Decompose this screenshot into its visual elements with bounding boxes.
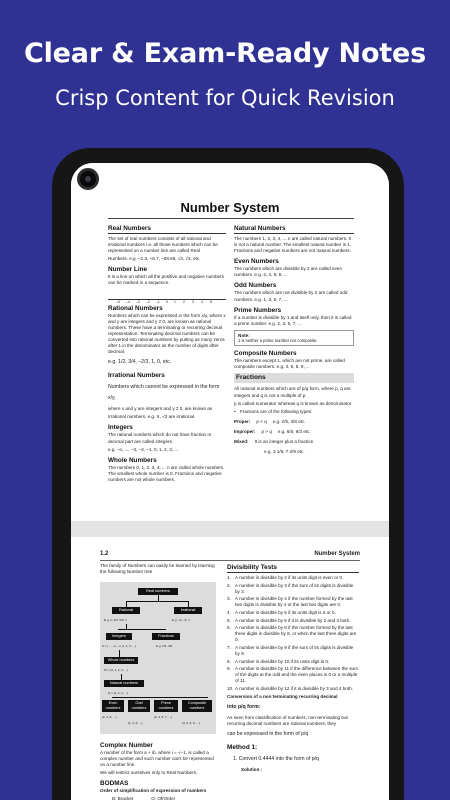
tick-label: –2 — [146, 300, 150, 305]
irrational-text: Numbers which cannot be expressed in the form x/y, — [108, 384, 220, 402]
even-example: {2, 4, 6, ...} — [102, 715, 117, 719]
heading-rational-numbers: Rational Numbers — [108, 304, 163, 312]
real-numbers-text: The set of real numbers consists of all rational and irrational numbers i.e. all those numbers which can be represented on a number line are called Real — [108, 236, 218, 254]
front-camera-icon — [77, 168, 99, 190]
tree-intro: The family of Numbers can easily be learned by learning the following Number tree — [100, 563, 215, 575]
fraction-improper-row — [234, 429, 354, 435]
hero-title: Clear & Exam-Ready Notes — [24, 38, 426, 69]
list-item: A number is divisible by 3 if the sum of its digits is divisible by 3. — [235, 582, 354, 594]
list-item: A number is divisible by 11 if the difference between the sum of the digits at the odd and the even places is 0 or a multiple of 11. — [235, 666, 358, 684]
integers-text: The rational numbers which do not have fraction or decimal part are called integers. — [108, 432, 212, 444]
tree-node-prime: Prime numbers — [154, 700, 178, 712]
fractions-example: E.g. 2/3, 4/5 — [156, 644, 173, 648]
document-page-1[interactable] — [71, 163, 389, 521]
list-item: A number is divisible by 6 if it is divisible by 2 and 3 both. — [235, 617, 351, 623]
list-item: A number is divisible by 12 if it is divisible by 3 and 4 both. — [235, 686, 353, 691]
tree-node-whole: Whole numbers — [104, 657, 138, 664]
irrational-text-2: where x and y are integers and y ≠ 0, are known as — [108, 406, 213, 412]
tick-label: –4 — [126, 300, 130, 305]
left-column — [108, 224, 226, 485]
tree-connector — [126, 601, 188, 602]
irrational-example: E.g. √2, √3, π — [172, 618, 191, 622]
hero-subtitle: Crisp Content for Quick Revision — [55, 86, 395, 110]
improper-condition: p > q — [261, 428, 272, 434]
composite-example: {4, 6, 8, 9, ...} — [182, 721, 200, 725]
heading-complex-number: Complex Number — [100, 742, 153, 749]
tick-label: 2 — [183, 300, 185, 305]
tree-node-composite: Composite numbers — [182, 700, 212, 712]
conversion-text-2: can be expressed in the form of p/q — [227, 731, 309, 738]
complex-text-2: We will restrict ourselves only to Real Numbers. — [100, 770, 198, 776]
list-item: A number is divisible by 2 if its units digit is even or 0. — [235, 575, 344, 580]
fraction-mixed-row — [234, 439, 354, 445]
tick-label: –3 — [136, 300, 140, 305]
heading-whole-numbers: Whole Numbers — [108, 456, 157, 464]
bodmas-b: B: Bracket — [112, 796, 134, 800]
document-page-2[interactable] — [71, 537, 389, 800]
phone-screen[interactable] — [71, 163, 389, 800]
tick-label: 5 — [210, 300, 212, 305]
complex-section — [100, 738, 216, 800]
method-step: 1. Convert 0.4444 into the form of p/q — [233, 756, 319, 763]
mixed-label: Mixed: — [234, 439, 249, 444]
real-numbers-example: Numbers. e.g. –1.3, +6.7, –58.69, √2, √3, etc. — [108, 256, 201, 262]
tree-node-fractions: Fractions — [152, 633, 180, 640]
prime-numbers-text: If a number is divisible by 1 and itself only, then it is called a prime number. e.g. 2, 3, 5, 7, ... — [234, 314, 352, 326]
improper-example: e.g. 6/5, 8/3 etc. — [277, 428, 311, 434]
number-line-text: It is a line on which all the positive and negative numbers can be marked in a sequence. — [108, 274, 224, 286]
fraction-proper-row — [234, 419, 354, 425]
heading-even-numbers: Even Numbers — [234, 258, 279, 266]
complex-text: A number of the form a + ib, where i = √–1, is called a complex number and such number can't be represented on a number line. — [100, 750, 214, 768]
natural-numbers-text: The numbers 1, 2, 3, 4, ... n are called natural numbers. 0 is not a natural number. The smallest natural number is 1. Fractions and negative numbers are not natural numbers. — [234, 236, 352, 254]
tree-connector — [118, 629, 166, 630]
natural-example: N = {1, 2, 3, ...} — [108, 691, 129, 695]
heading-conversion: Conversion of a non terminating recurring decimal — [227, 694, 338, 700]
heading-fractions: Fractions — [234, 373, 354, 383]
odd-numbers-text: The numbers which are not divisible by 2 are called odd numbers. e.g. 1, 3, 5, 7, ... — [234, 290, 348, 302]
proper-example: e.g. 2/5, 3/8 etc. — [272, 418, 306, 424]
heading-natural-numbers: Natural Numbers — [234, 224, 354, 234]
chapter-number: 1.2 — [100, 551, 109, 557]
tick-label: 1 — [174, 300, 176, 305]
heading-number-line: Number Line — [108, 266, 148, 274]
list-item: A number is divisible by 4 if the number formed by the last two digits is divisible by 4 or the last two digits are 0. — [235, 596, 353, 608]
note-text: 1 is neither a prime number nor composite. — [238, 338, 318, 344]
tree-node-integers: Integers — [106, 633, 132, 640]
tick-label: 4 — [201, 300, 203, 305]
prime-example: {2, 3, 5, 7, ...} — [154, 715, 172, 719]
tree-connector — [119, 650, 120, 657]
heading-odd-numbers: Odd Numbers — [234, 282, 277, 290]
whole-example: W = {0, 1, 2, 3, ...} — [104, 668, 129, 672]
proper-label: Proper: — [234, 418, 251, 424]
number-line-figure — [108, 290, 226, 305]
title-divider — [108, 218, 354, 219]
composite-numbers-text: The numbers except 1, which are not prime, are called composite numbers. e.g. 4, 6, 8, 9, ... — [234, 358, 345, 370]
right-column-page-2 — [227, 563, 359, 775]
list-item: A number is divisible by 10 if its units digit is 0. — [235, 658, 330, 664]
page-title: Number System — [180, 200, 280, 215]
bodmas-row — [100, 796, 216, 800]
heading-divisibility-tests: Divisibility Tests — [227, 563, 359, 573]
tick-label: 3 — [192, 300, 194, 305]
note-label: Note: — [238, 332, 250, 338]
heading-real-numbers: Real Numbers — [108, 224, 226, 234]
tree-node-rational: Rational — [112, 607, 140, 614]
tree-node-natural: Natural numbers — [104, 680, 144, 687]
divisibility-list — [227, 575, 359, 692]
right-column — [234, 224, 354, 455]
list-item: A number is divisible by 8 if the number formed by the last three digits is divisible by 8, or when the last three digits are 0. — [235, 625, 357, 643]
fractions-text: All rational numbers which are of p/q form, where p, q are integers and q is not a multiple of p. — [234, 386, 351, 398]
heading-composite-numbers: Composite Numbers — [234, 350, 297, 358]
tick-label: –5 — [116, 300, 120, 305]
note-box — [234, 330, 354, 346]
improper-label: Improper: — [234, 428, 256, 434]
solution-label: Solution : — [241, 767, 263, 773]
rational-example: E.g. 1, 2/3, 5/3, 7 — [104, 618, 127, 622]
even-numbers-text: The numbers which are divisible by 2 are called even numbers. e.g. 2, 4, 6, 8, ... — [234, 266, 343, 278]
fractions-types-bullet: • Fractions are of the following types: — [234, 409, 354, 415]
rational-numbers-text: Numbers which can be expressed in the form x/y, where x and y are integers and y ≠ 0, are known as rational numbers. These have a terminating or recurring decimal representation. Terminating decimal numbers can be converted into rational numbers by putting as many zeros after 1 in the denominator as the number of digits after decimal. — [108, 312, 226, 355]
number-tree-diagram — [100, 582, 216, 734]
mixed-text: It is an integer plus a fraction — [254, 439, 314, 444]
tree-connector — [112, 697, 208, 698]
integers-example: e.g. –n, ..., –3, –2, –1, 0, 1, 2, 3, ... — [108, 446, 179, 452]
tick-label: –1 — [156, 300, 160, 305]
odd-example: {1, 3, 5, ...} — [128, 721, 143, 725]
page-header — [100, 551, 360, 557]
list-item: A number is divisible by 9 if the sum of its digits is divisible by 9. — [235, 644, 354, 657]
irrational-example: Irrational numbers. e.g. π, √3 are irrational. — [108, 414, 196, 420]
bodmas-o: O: Of/Order — [151, 796, 176, 800]
tick-label: 0 — [166, 300, 168, 305]
heading-method-1: Method 1: — [227, 744, 258, 752]
heading-irrational-numbers: Irrational Numbers — [108, 372, 165, 380]
bodmas-subtitle: Order of simplification of expression of numbers — [100, 788, 207, 794]
heading-bodmas: BODMAS — [100, 780, 129, 788]
proper-condition: p < q — [256, 418, 267, 424]
chapter-title: Number System — [314, 551, 360, 557]
tree-node-even: Even numbers — [102, 700, 124, 712]
tree-node-odd: Odd numbers — [128, 700, 150, 712]
fractions-text-2: p is called numerator whereas q is known as denominator. — [234, 400, 353, 406]
tree-node-real: Real numbers — [138, 588, 178, 595]
integers-example: Z = {..., –2, –1, 0, 1, 2, ...} — [102, 644, 136, 648]
header-divider — [100, 560, 360, 561]
mixed-example: e.g. 3 1/5, 7 2/9 etc. — [264, 449, 305, 455]
conversion-into: into p/q form: — [227, 704, 261, 711]
conversion-text: As seen from classification of numbers, non-terminating but recurring decimal numbers are rational numbers, they — [227, 715, 348, 727]
whole-numbers-text: The numbers 0, 1, 2, 3, 4, ... n are called whole numbers. The smallest whole number is 0. Fractions and negative numbers are not whole numbers. — [108, 464, 225, 482]
list-item: A number is divisible by 5 if its units digit is 5 or 0. — [235, 609, 336, 615]
rational-numbers-example: e.g. 1/2, 3/4, –2/3, 1, 0, etc. — [108, 359, 172, 366]
heading-prime-numbers: Prime Numbers — [234, 306, 282, 314]
heading-integers: Integers — [108, 424, 133, 432]
tree-node-irrational: Irrational — [174, 607, 202, 614]
page-gap — [71, 521, 389, 537]
